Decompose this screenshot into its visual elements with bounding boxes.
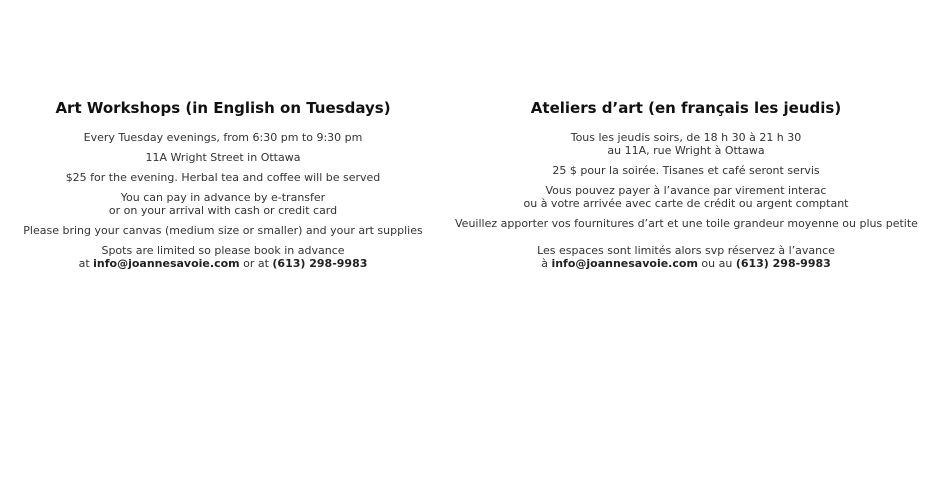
french-supplies: Veuillez apporter vos fournitures d’art et une toile grandeur moyenne ou plus petite <box>455 217 918 230</box>
english-email: info@joannesavoie.com <box>93 257 240 270</box>
french-schedule-line1: Tous les jeudis soirs, de 18 h 30 à 21 h 30 <box>570 131 802 144</box>
french-phone: (613) 298-9983 <box>735 257 831 270</box>
english-title: Art Workshops (in English on Tuesdays) <box>55 99 391 117</box>
english-section <box>18 98 428 277</box>
english-payment-line2: or on your arrival with cash or credit card <box>108 204 338 217</box>
english-booking-middle: or at <box>239 257 273 270</box>
french-title: Ateliers d’art (en français les jeudis) <box>530 99 842 117</box>
french-email: info@joannesavoie.com <box>551 257 698 270</box>
french-booking-line1: Les espaces sont limités alors svp réservez à l’avance <box>537 244 835 257</box>
english-payment-line1: You can pay in advance by e-transfer <box>120 191 326 204</box>
english-phone: (613) 298-9983 <box>272 257 368 270</box>
french-booking-middle: ou au <box>697 257 736 270</box>
french-booking-prefix: à <box>541 257 552 270</box>
english-booking-line2 <box>18 257 428 270</box>
french-booking-line2 <box>455 257 917 270</box>
english-supplies: Please bring your canvas (medium size or smaller) and your art supplies <box>23 224 423 237</box>
english-booking-line1: Spots are limited so please book in advance <box>101 244 345 257</box>
english-price: $25 for the evening. Herbal tea and coffee will be served <box>65 171 381 184</box>
french-price: 25 $ pour la soirée. Tisanes et café seront servis <box>552 164 820 177</box>
french-schedule-line2: au 11A, rue Wright à Ottawa <box>607 144 765 157</box>
english-address: 11A Wright Street in Ottawa <box>145 151 301 164</box>
english-payment <box>18 191 428 217</box>
french-payment-line2: ou à votre arrivée avec carte de crédit ou argent comptant <box>523 197 849 210</box>
english-booking-prefix: at <box>78 257 94 270</box>
english-booking <box>18 244 428 270</box>
french-booking <box>455 244 917 270</box>
french-schedule <box>455 131 917 157</box>
french-payment <box>455 184 917 210</box>
french-payment-line1: Vous pouvez payer à l’avance par virement interac <box>545 184 827 197</box>
english-schedule: Every Tuesday evenings, from 6:30 pm to 9:30 pm <box>83 131 363 144</box>
french-section <box>455 98 917 277</box>
